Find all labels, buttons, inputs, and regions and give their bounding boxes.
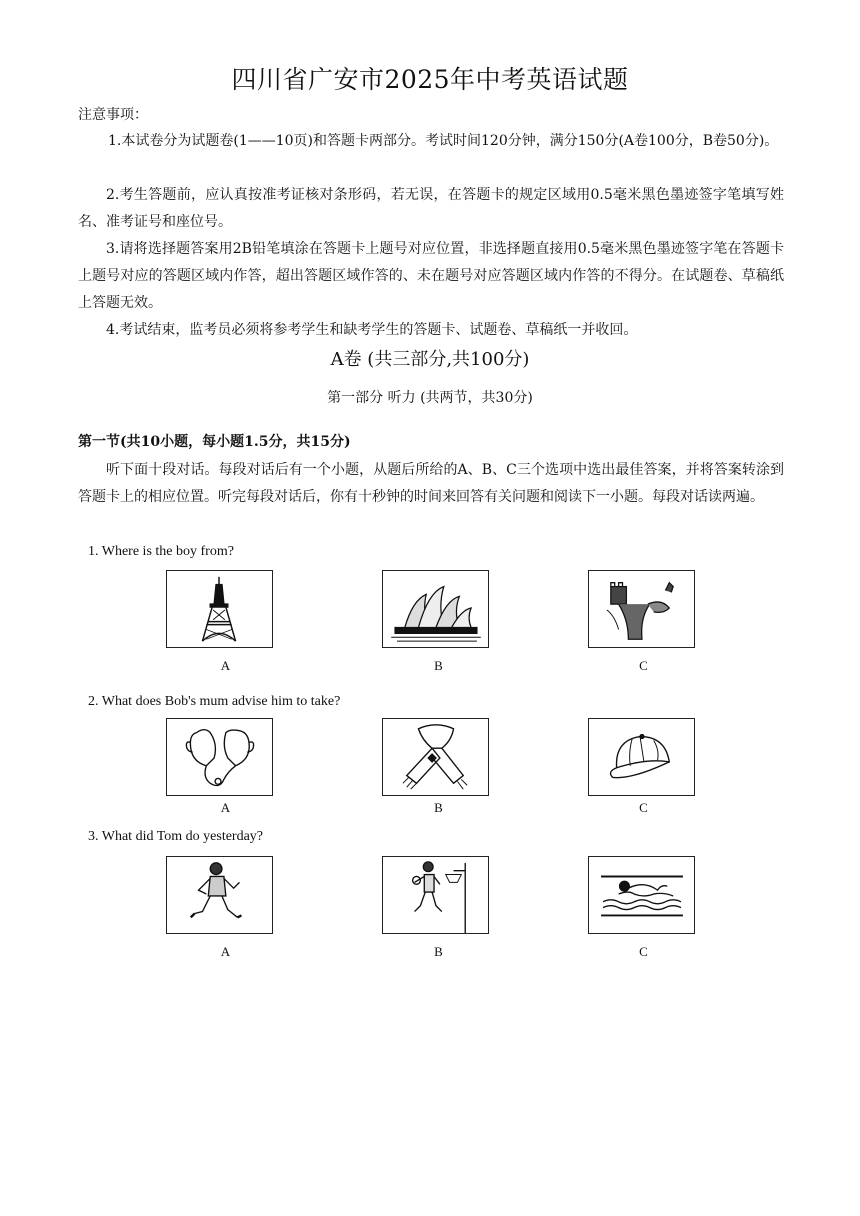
- mittens-icon: [166, 718, 273, 796]
- part-1-heading: 第一部分 听力 (共两节，共30分): [327, 390, 533, 406]
- question-3: 3. What did Tom do yesterday?: [88, 829, 264, 844]
- section-a-heading: A卷 (共三部分,共100分): [330, 349, 530, 370]
- section-1-instructions: 听下面十段对话。每段对话后有一个小题，从题后所给的A、B、C三个选项中选出最佳答案，并将答案转涂到答题卡上的相应位置。听完每段对话后，你有十秒钟的时间来回答有关问题和阅读下一小题。每段对话读两遍。: [78, 462, 784, 505]
- option-letter: C: [639, 658, 648, 673]
- option-letter: C: [639, 800, 648, 815]
- note-1: 1.本试卷分为试题卷(1——10页)和答题卡两部分。考试时间120分钟，满分150分(A卷100分，B卷50分)。: [108, 133, 779, 149]
- option-letter: C: [639, 944, 648, 959]
- sydney-opera-house-icon: [382, 570, 489, 648]
- note-3: 3.请将选择题答案用2B铅笔填涂在答题卡上题号对应位置，非选择题直接用0.5毫米黑色墨迹签字笔在答题卡上题号对应的答题区域内作答，超出答题区域作答的、未在题号对应答题区域内作答的不得分。在试题卷、草稿纸上答题无效。: [78, 241, 784, 311]
- option-letter: B: [434, 944, 443, 959]
- swimmer-icon: [588, 856, 695, 934]
- scarf-icon: [382, 718, 489, 796]
- notes-label: 注意事项：: [78, 107, 148, 123]
- eiffel-tower-icon: [166, 570, 273, 648]
- great-wall-icon: [588, 570, 695, 648]
- option-letter: B: [434, 800, 443, 815]
- question-2: 2. What does Bob's mum advise him to take?: [88, 694, 341, 709]
- running-boy-icon: [166, 856, 273, 934]
- option-letter: A: [220, 658, 231, 673]
- question-1: 1. Where is the boy from?: [88, 544, 234, 559]
- note-2: 2.考生答题前，应认真按准考证核对条形码，若无误，在答题卡的规定区域用0.5毫米黑色墨迹签字笔填写姓名、准考证号和座位号。: [78, 187, 784, 230]
- option-letter: B: [434, 658, 443, 673]
- option-letter: A: [220, 800, 231, 815]
- note-4: 4.考试结束，监考员必须将参考学生和缺考学生的答题卡、试题卷、草稿纸一并收回。: [106, 322, 638, 338]
- basketball-boy-icon: [382, 856, 489, 934]
- page-title: 四川省广安市2025年中考英语试题: [231, 65, 629, 94]
- section-1-heading: 第一节(共10小题，每小题1.5分，共15分): [78, 434, 351, 450]
- cap-icon: [588, 718, 695, 796]
- option-letter: A: [220, 944, 231, 959]
